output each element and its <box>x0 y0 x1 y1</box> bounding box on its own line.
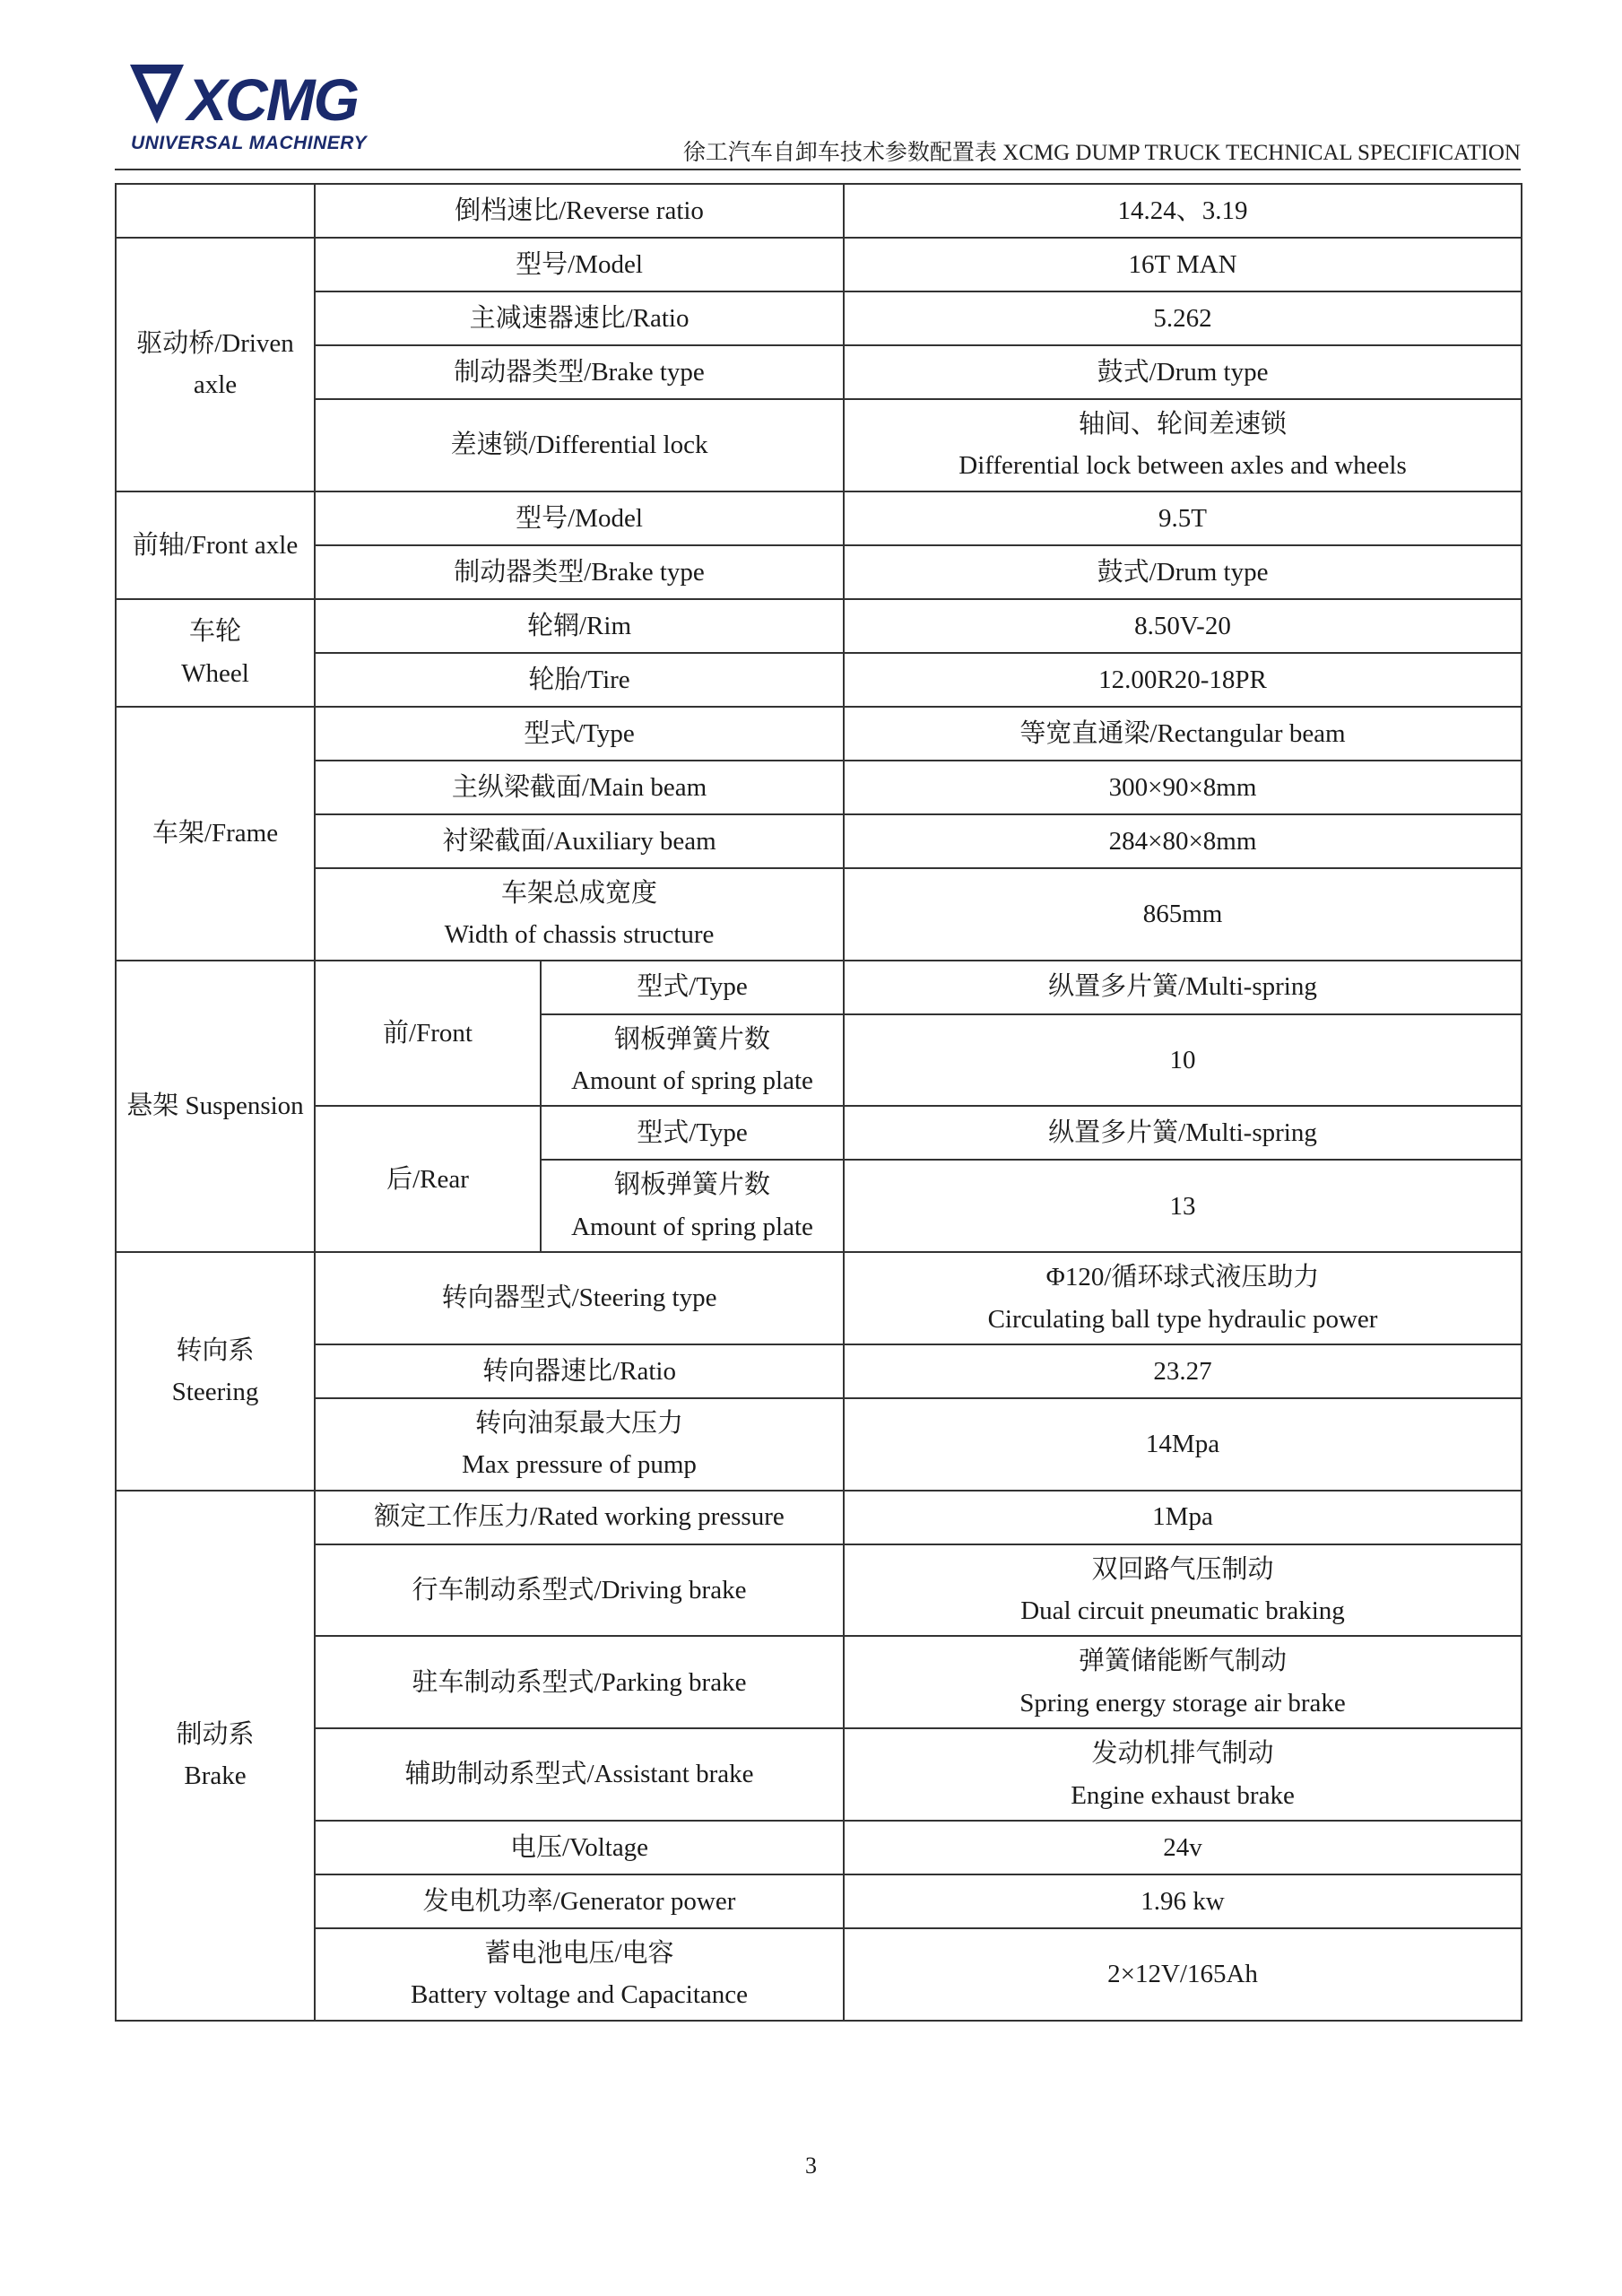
spec-label: 型号/Model <box>315 491 844 545</box>
group-suspension: 悬架 Suspension <box>116 961 315 1253</box>
spec-label <box>315 868 844 961</box>
spec-label: 转向器型式/Steering type <box>315 1252 844 1344</box>
spec-label: 主减速器速比/Ratio <box>315 291 844 345</box>
table-row <box>116 1928 1522 2021</box>
spec-value: 1Mpa <box>844 1491 1522 1544</box>
spec-value: 300×90×8mm <box>844 761 1522 814</box>
spec-value <box>844 1544 1522 1637</box>
table-row <box>116 1874 1522 1928</box>
group-label-en: Steering <box>171 1377 259 1406</box>
spec-value: 鼓式/Drum type <box>844 345 1522 399</box>
table-row <box>116 1252 1522 1344</box>
spec-value: 10 <box>844 1014 1522 1107</box>
spec-label: 型式/Type <box>541 961 844 1014</box>
spec-value: 5.262 <box>844 291 1522 345</box>
label-cn: 车架总成宽度 <box>501 878 658 908</box>
spec-value: 2×12V/165Ah <box>844 1928 1522 2021</box>
spec-label: 主纵梁截面/Main beam <box>315 761 844 814</box>
spec-value: 1.96 kw <box>844 1874 1522 1928</box>
value-cn: 发动机排气制动 <box>1091 1739 1274 1769</box>
table-row <box>116 868 1522 961</box>
group-label-en: Brake <box>184 1761 247 1791</box>
group-wheel <box>116 599 315 707</box>
spec-label: 电压/Voltage <box>315 1821 844 1874</box>
spec-value: 23.27 <box>844 1344 1522 1398</box>
logo-tagline: UNIVERSAL MACHINERY <box>131 133 368 153</box>
table-row <box>116 184 1522 238</box>
table-row <box>116 1398 1522 1491</box>
spec-label: 辅助制动系型式/Assistant brake <box>315 1728 844 1821</box>
label-en: Max pressure of pump <box>462 1450 697 1480</box>
spec-value: 等宽直通梁/Rectangular beam <box>844 707 1522 761</box>
svg-text:XCMG: XCMG <box>187 66 358 130</box>
group-label-cn: 制动系 <box>176 1719 255 1749</box>
spec-value <box>844 1252 1522 1344</box>
xcmg-logo-mark <box>128 63 402 130</box>
value-cn: 轴间、轮间差速锁 <box>1079 410 1288 439</box>
table-row <box>116 545 1522 599</box>
spec-value: 纵置多片簧/Multi-spring <box>844 961 1522 1014</box>
label-cn: 蓄电池电压/电容 <box>484 1939 674 1969</box>
table-row <box>116 1821 1522 1874</box>
spec-value: 14.24、3.19 <box>844 184 1522 238</box>
value-en: Differential lock between axles and wheels <box>958 451 1407 481</box>
group-label-en: Wheel <box>181 658 249 688</box>
group-front-axle: 前轴/Front axle <box>116 491 315 599</box>
spec-label: 转向器速比/Ratio <box>315 1344 844 1398</box>
spec-label <box>541 1014 844 1107</box>
table-row <box>116 238 1522 291</box>
group-label-en: axle <box>193 370 238 400</box>
table-row <box>116 761 1522 814</box>
label-cn: 钢板弹簧片数 <box>614 1024 771 1054</box>
spec-label: 倒档速比/Reverse ratio <box>315 184 844 238</box>
value-cn: Φ120/循环球式液压助力 <box>1045 1263 1320 1292</box>
spec-label: 轮胎/Tire <box>315 653 844 707</box>
table-row <box>116 491 1522 545</box>
value-en: Circulating ball type hydraulic power <box>987 1304 1378 1334</box>
spec-table <box>115 183 1522 2022</box>
label-en: Amount of spring plate <box>571 1212 813 1241</box>
group-cell-empty <box>116 184 315 238</box>
spec-label: 衬梁截面/Auxiliary beam <box>315 814 844 868</box>
value-en: Dual circuit pneumatic braking <box>1020 1596 1345 1626</box>
label-cn: 钢板弹簧片数 <box>614 1170 771 1200</box>
spec-value <box>844 1728 1522 1821</box>
table-row <box>116 1544 1522 1637</box>
group-label-cn: 转向系 <box>176 1335 255 1365</box>
label-en: Battery voltage and Capacitance <box>410 1980 749 2010</box>
spec-value <box>844 399 1522 491</box>
label-cn: 转向油泵最大压力 <box>475 1408 684 1438</box>
suspension-rear: 后/Rear <box>315 1106 541 1252</box>
table-row <box>116 399 1522 491</box>
spec-value <box>844 1636 1522 1728</box>
spec-label: 发电机功率/Generator power <box>315 1874 844 1928</box>
value-cn: 弹簧储能断气制动 <box>1079 1647 1288 1676</box>
spec-value: 14Mpa <box>844 1398 1522 1491</box>
spec-label: 制动器类型/Brake type <box>315 345 844 399</box>
spec-value: 8.50V-20 <box>844 599 1522 653</box>
table-row <box>116 1491 1522 1544</box>
table-row <box>116 1728 1522 1821</box>
spec-label: 驻车制动系型式/Parking brake <box>315 1636 844 1728</box>
value-cn: 双回路气压制动 <box>1091 1554 1274 1584</box>
spec-label: 额定工作压力/Rated working pressure <box>315 1491 844 1544</box>
page-number: 3 <box>805 2152 817 2179</box>
spec-value: 16T MAN <box>844 238 1522 291</box>
group-brake <box>116 1491 315 2021</box>
suspension-front: 前/Front <box>315 961 541 1107</box>
group-steering <box>116 1252 315 1491</box>
table-row <box>116 599 1522 653</box>
table-row <box>116 1344 1522 1398</box>
table-row <box>116 291 1522 345</box>
spec-label <box>541 1160 844 1252</box>
value-en: Engine exhaust brake <box>1071 1780 1295 1810</box>
spec-value: 9.5T <box>844 491 1522 545</box>
table-row <box>116 961 1522 1014</box>
spec-value: 865mm <box>844 868 1522 961</box>
spec-value: 鼓式/Drum type <box>844 545 1522 599</box>
label-en: Amount of spring plate <box>571 1065 813 1095</box>
group-frame: 车架/Frame <box>116 707 315 961</box>
spec-label: 轮辋/Rim <box>315 599 844 653</box>
table-row <box>116 707 1522 761</box>
label-en: Width of chassis structure <box>444 920 715 950</box>
table-row <box>116 1636 1522 1728</box>
group-label-cn: 驱动桥/Driven <box>136 329 294 358</box>
spec-label: 型式/Type <box>315 707 844 761</box>
document-title: 徐工汽车自卸车技术参数配置表 XCMG DUMP TRUCK TECHNICAL SPECIFICATION <box>682 141 1521 165</box>
spec-label: 型号/Model <box>315 238 844 291</box>
table-row <box>116 345 1522 399</box>
spec-value: 13 <box>844 1160 1522 1252</box>
table-row <box>116 653 1522 707</box>
spec-label: 行车制动系型式/Driving brake <box>315 1544 844 1637</box>
group-driven-axle <box>116 238 315 491</box>
spec-label: 制动器类型/Brake type <box>315 545 844 599</box>
value-en: Spring energy storage air brake <box>1019 1688 1346 1718</box>
spec-label: 型式/Type <box>541 1106 844 1160</box>
spec-label <box>315 1928 844 2021</box>
spec-label: 差速锁/Differential lock <box>315 399 844 491</box>
spec-value: 12.00R20-18PR <box>844 653 1522 707</box>
header-divider <box>115 169 1521 170</box>
table-row <box>116 814 1522 868</box>
spec-value: 纵置多片簧/Multi-spring <box>844 1106 1522 1160</box>
spec-value: 24v <box>844 1821 1522 1874</box>
table-row <box>116 1106 1522 1160</box>
group-label-cn: 车轮 <box>188 617 241 647</box>
spec-value: 284×80×8mm <box>844 814 1522 868</box>
spec-label <box>315 1398 844 1491</box>
